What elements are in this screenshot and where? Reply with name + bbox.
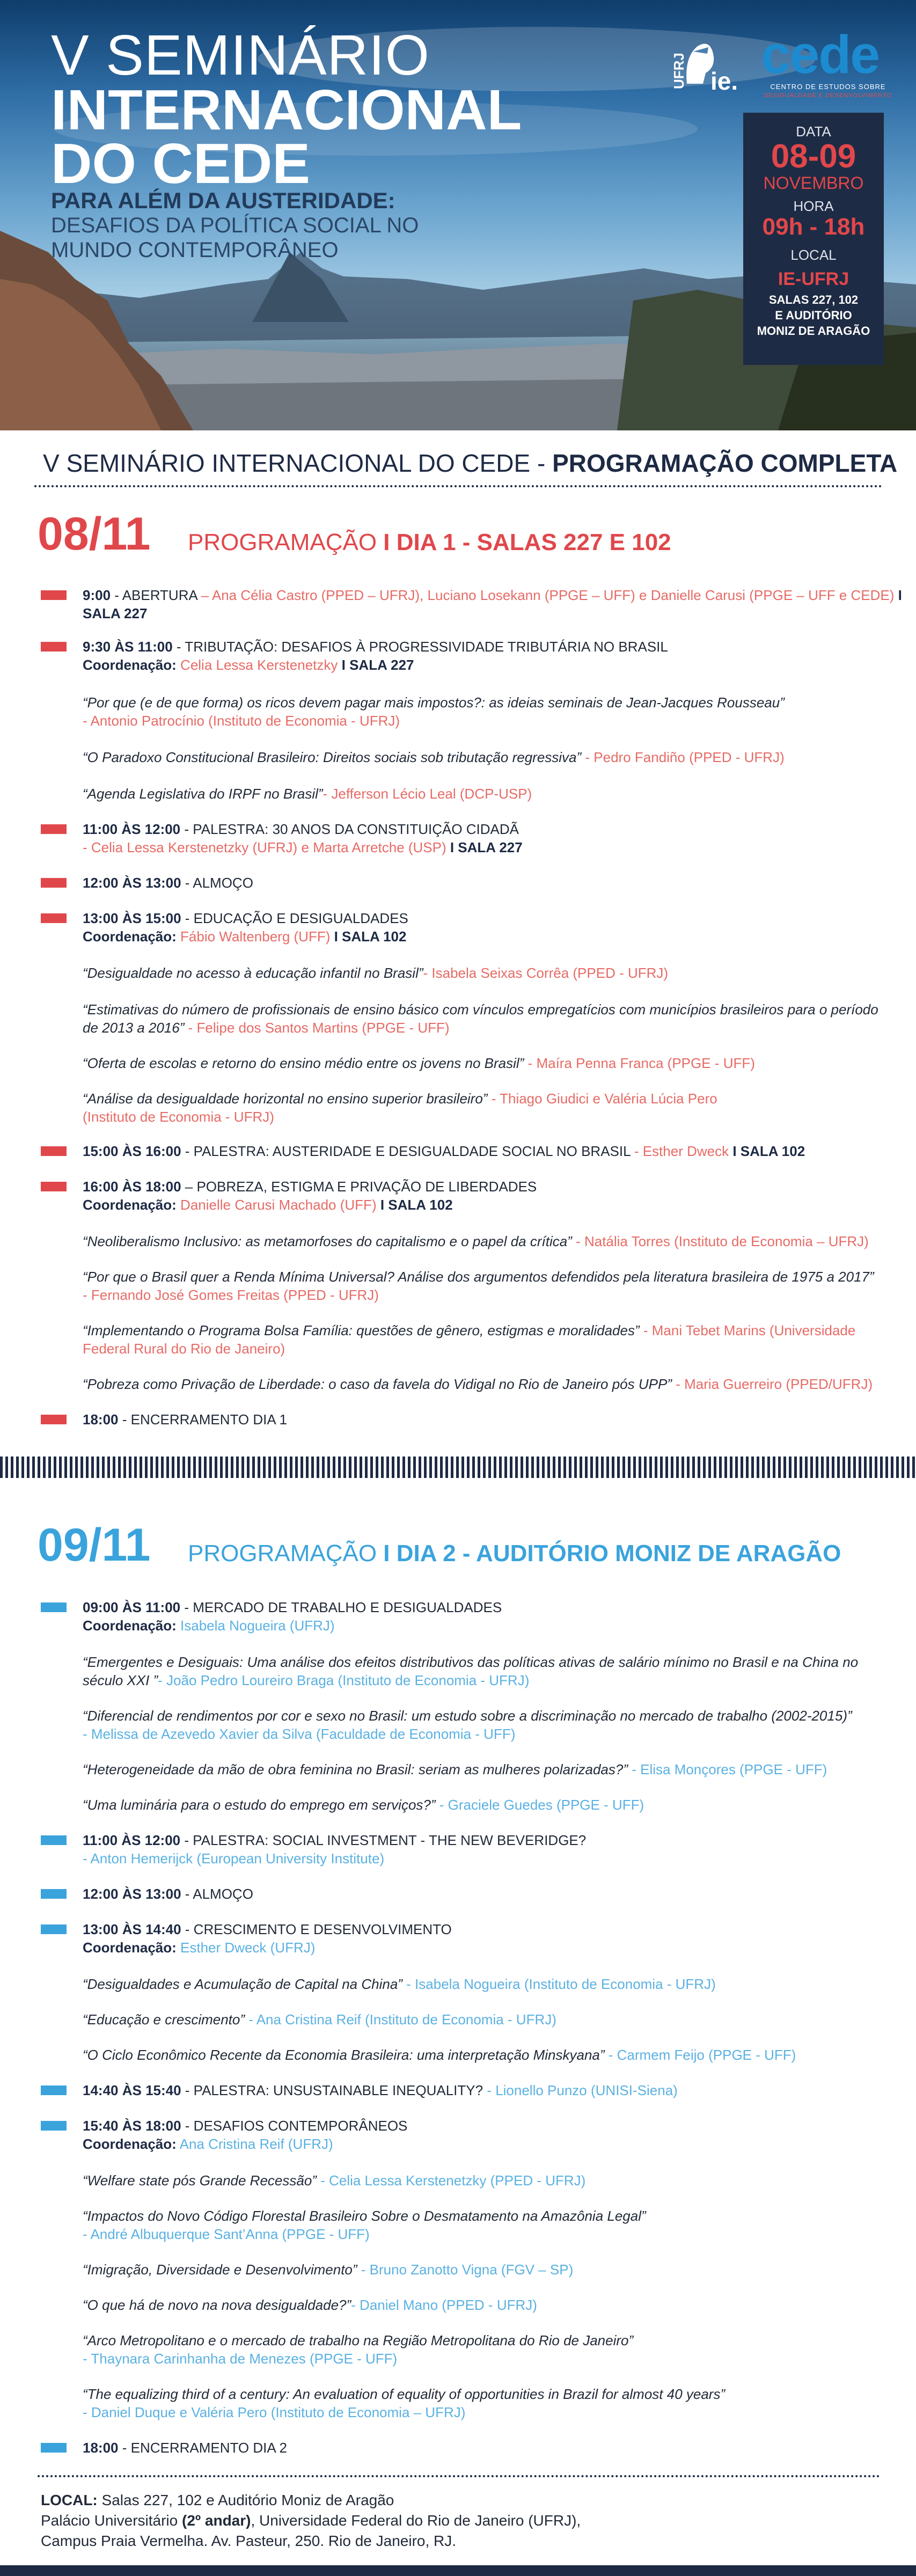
d2-talk: “Heterogeneidade da mão de obra feminina no Brasil: seriam as mulheres polarizadas?” - Elisa Monçores (PPGE - UFF) xyxy=(83,1761,827,1777)
event-info-box xyxy=(743,113,884,365)
d1-talk: “Pobreza como Privação de Liberdade: o caso da favela do Vidigal no Rio de Janeiro pós UPP” - Maria Guerreiro (PPED/UFRJ) xyxy=(83,1376,873,1392)
footer-bar xyxy=(0,2565,916,2576)
d1-session-educacao: 13:00 ÀS 15:00 - EDUCAÇÃO E DESIGUALDADES xyxy=(83,910,408,926)
hero-banner xyxy=(0,0,916,430)
day2-date: 09/11 xyxy=(38,1519,151,1571)
d1-talk: “Por que (e de que forma) os ricos devem pagar mais impostos?: as ideias seminais de Jean-Jacques Rousseau” xyxy=(83,694,785,711)
d1-session-tributacao: 9:30 ÀS 11:00 - TRIBUTAÇÃO: DESAFIOS À PROGRESSIVIDADE TRIBUTÁRIA NO BRASIL xyxy=(83,639,668,655)
d2-talk: “O que há de novo na nova desigualdade?”- Daniel Mano (PPED - UFRJ) xyxy=(83,2297,537,2313)
hero-subtitle-line3: MUNDO CONTEMPORÂNEO xyxy=(51,238,339,262)
d1-session-pobreza: 16:00 ÀS 18:00 – POBREZA, ESTIGMA E PRIVAÇÃO DE LIBERDADES xyxy=(83,1179,537,1195)
d2-talk: “Welfare state pós Grande Recessão” - Celia Lessa Kerstenetzky (PPED - UFRJ) xyxy=(83,2172,586,2189)
d2-talk-author: - Melissa de Azevedo Xavier da Silva (Faculdade de Economia - UFF) xyxy=(83,1726,516,1742)
d1-talk: “Implementando o Programa Bolsa Família: questões de gênero, estigmas e moralidades” - Mani Tebet Marins (Universidade xyxy=(83,1322,856,1338)
event-place: IE-UFRJ xyxy=(778,269,849,289)
d2-lecture-inequality: 14:40 ÀS 15:40 - PALESTRA: UNSUSTAINABLE INEQUALITY? - Lionello Punzo (UNISI-Siena) xyxy=(83,2082,678,2098)
bullet-icon xyxy=(41,1924,67,1934)
d1-talk-author: (Instituto de Economia - UFRJ) xyxy=(83,1109,274,1125)
d1-talk-author: - Fernando José Gomes Freitas (PPED - UFRJ) xyxy=(83,1287,379,1303)
bullet-icon xyxy=(41,642,67,652)
day2-label: PROGRAMAÇÃO I DIA 2 - AUDITÓRIO MONIZ DE ARAGÃO xyxy=(188,1540,841,1567)
d2-mercado-coord: Coordenação: Isabela Nogueira (UFRJ) xyxy=(83,1618,335,1634)
d1-lecture-speakers: - Celia Lessa Kerstenetzky (UFRJ) e Marta Arretche (USP) I SALA 227 xyxy=(83,839,523,855)
footer-address-line3: Campus Praia Vermelha. Av. Pasteur, 250. Rio de Janeiro, RJ. xyxy=(41,2533,457,2549)
d1-talk-cont: de 2013 a 2016” - Felipe dos Santos Martins (PPGE - UFF) xyxy=(83,1020,450,1036)
d2-talk: “Emergentes e Desiguais: Uma análise dos efeitos distributivos das políticas ativas de salário mínimo no Brasil e na China no xyxy=(83,1654,859,1670)
bullet-icon xyxy=(41,1415,67,1424)
cede-logo: cede CENTRO DE ESTUDOS SOBRE DESIGUALDADE E DESENVOLVIMENTO xyxy=(761,25,892,99)
d1-talk-author: Federal Rural do Rio de Janeiro) xyxy=(83,1341,285,1357)
d2-closing: 18:00 - ENCERRAMENTO DIA 2 xyxy=(83,2440,287,2456)
bullet-icon xyxy=(41,590,67,600)
d2-session-crescimento: 13:00 ÀS 14:40 - CRESCIMENTO E DESENVOLVIMENTO xyxy=(83,1921,452,1937)
ufrj-ie-logo: UFRJ ie. xyxy=(671,35,746,94)
event-month: NOVEMBRO xyxy=(763,173,864,193)
dotted-divider xyxy=(34,485,882,487)
day1-date: 08/11 xyxy=(38,508,151,560)
bullet-icon xyxy=(41,2443,67,2453)
bullet-icon xyxy=(41,2085,67,2095)
program-title: V SEMINÁRIO INTERNACIONAL DO CEDE - PROGRAMAÇÃO COMPLETA xyxy=(43,449,898,477)
day1-label: PROGRAMAÇÃO I DIA 1 - SALAS 227 E 102 xyxy=(188,529,671,555)
d1-educacao-coord: Coordenação: Fábio Waltenberg (UFF) I SALA 102 xyxy=(83,928,407,945)
bullet-icon xyxy=(41,1889,67,1899)
d2-talk: “Imigração, Diversidade e Desenvolvimento” - Bruno Zanotto Vigna (FGV – SP) xyxy=(83,2262,574,2278)
dotted-separator xyxy=(0,1457,916,1478)
d2-crescimento-coord: Coordenação: Esther Dweck (UFRJ) xyxy=(83,1940,316,1956)
d2-talk: “Desigualdades e Acumulação de Capital na China” - Isabela Nogueira (Instituto de Economia - UFRJ) xyxy=(83,1976,716,1992)
d1-talk: “O Paradoxo Constitucional Brasileiro: Direitos sociais sob tributação regressiva” - Pedro Fandiño (PPED - UFRJ) xyxy=(83,749,785,765)
d1-talk: “Agenda Legislativa do IRPF no Brasil”- Jefferson Lécio Leal (DCP-USP) xyxy=(83,786,532,802)
d1-opening-room: SALA 227 xyxy=(83,605,148,621)
d2-desafios-coord: Coordenação: Ana Cristina Reif (UFRJ) xyxy=(83,2136,333,2152)
d1-pobreza-coord: Coordenação: Danielle Carusi Machado (UFF) I SALA 102 xyxy=(83,1197,453,1213)
hero-title-line3: DO CEDE xyxy=(51,132,310,195)
d2-session-desafios: 15:40 ÀS 18:00 - DESAFIOS CONTEMPORÂNEOS xyxy=(83,2118,408,2134)
event-address-line2: E AUDITÓRIO xyxy=(775,309,852,322)
d2-talk: “The equalizing third of a century: An evaluation of equality of opportunities in Brazil for almost 40 years” xyxy=(83,2386,726,2402)
event-hours: 09h - 18h xyxy=(762,214,865,240)
d1-opening: 9:00 - ABERTURA – Ana Célia Castro (PPED – UFRJ), Luciano Losekann (PPGE – UFF) e Danielle Carusi (PPGE – UFF e CEDE) I xyxy=(83,587,902,603)
hero-title-line2: INTERNACIONAL xyxy=(51,78,522,142)
bullet-icon xyxy=(41,878,67,888)
event-dates: 08-09 xyxy=(771,138,856,175)
dotted-divider xyxy=(38,2475,880,2477)
bullet-icon xyxy=(41,1182,67,1191)
d2-lecture-speaker: - Anton Hemerijck (European University Institute) xyxy=(83,1850,385,1867)
d1-lunch: 12:00 ÀS 13:00 - ALMOÇO xyxy=(83,875,253,891)
d1-closing: 18:00 - ENCERRAMENTO DIA 1 xyxy=(83,1411,287,1428)
d2-session-mercado: 09:00 ÀS 11:00 - MERCADO DE TRABALHO E DESIGUALDADES xyxy=(83,1599,502,1615)
d2-talk: “Educação e crescimento” - Ana Cristina Reif (Instituto de Economia - UFRJ) xyxy=(83,2011,556,2028)
d1-talk: “Análise da desigualdade horizontal no ensino superior brasileiro” - Thiago Giudici e Valéria Lúcia Pero xyxy=(83,1091,717,1107)
d2-talk-author: - André Albuquerque Sant’Anna (PPGE - UFF) xyxy=(83,2226,370,2242)
bullet-icon xyxy=(41,913,67,923)
hero-subtitle: PARA ALÉM DA AUSTERIDADE: xyxy=(51,188,395,213)
local-label: LOCAL xyxy=(790,247,837,263)
hero-title-line1: V SEMINÁRIO xyxy=(51,24,430,87)
footer-address-line2: Palácio Universitário (2º andar), Universidade Federal do Rio de Janeiro (UFRJ), xyxy=(41,2512,581,2529)
d1-talk: “Neoliberalismo Inclusivo: as metamorfoses do capitalismo e o papel da crítica” - Natália Torres (Instituto de Economia – UFRJ) xyxy=(83,1233,869,1249)
bullet-icon xyxy=(41,2121,67,2131)
d1-talk-author: - Antonio Patrocínio (Instituto de Economia - UFRJ) xyxy=(83,713,400,729)
d1-lecture-constituicao: 11:00 ÀS 12:00 - PALESTRA: 30 ANOS DA CONSTITUIÇÃO CIDADÃ xyxy=(83,821,519,837)
d2-talk: “Uma luminária para o estudo do emprego em serviços?” - Graciele Guedes (PPGE - UFF) xyxy=(83,1797,644,1813)
d2-talk: “Diferencial de rendimentos por cor e sexo no Brasil: um estudo sobre a discriminação no mercado de trabalho (2002-2015)” xyxy=(83,1708,852,1724)
d1-talk: “Por que o Brasil quer a Renda Mínima Universal? Análise dos argumentos defendidos pela literatura brasileira de 1975 a 2017” xyxy=(83,1269,874,1285)
bullet-icon xyxy=(41,824,67,834)
d2-talk-author: - Daniel Duque e Valéria Pero (Instituto de Economia – UFRJ) xyxy=(83,2404,466,2420)
d2-talk: “Impactos do Novo Código Florestal Brasileiro Sobre o Desmatamento na Amazônia Legal” xyxy=(83,2208,646,2224)
footer-location: LOCAL: Salas 227, 102 e Auditório Moniz de Aragão xyxy=(41,2492,394,2508)
bullet-icon xyxy=(41,1602,67,1612)
d1-tributacao-coord: Coordenação: Celia Lessa Kerstenetzky I SALA 227 xyxy=(83,657,414,673)
d1-lecture-austeridade: 15:00 ÀS 16:00 - PALESTRA: AUSTERIDADE E DESIGUALDADE SOCIAL NO BRASIL - Esther Dweck I SALA 102 xyxy=(83,1143,805,1159)
d1-talk: “Estimativas do número de profissionais de ensino básico com vínculos empregatícios com municípios brasileiros para o período xyxy=(83,1001,878,1018)
d2-lunch: 12:00 ÀS 13:00 - ALMOÇO xyxy=(83,1886,253,1902)
d2-lecture-social-investment: 11:00 ÀS 12:00 - PALESTRA: SOCIAL INVESTMENT - THE NEW BEVERIDGE? xyxy=(83,1832,587,1848)
event-address-line1: SALAS 227, 102 xyxy=(768,293,859,306)
d2-talk-cont: século XXI ”- João Pedro Loureiro Braga (Instituto de Economia - UFRJ) xyxy=(83,1672,530,1688)
d2-talk: “O Ciclo Econômico Recente da Economia Brasileira: uma interpretação Minskyana” - Carmem Feijo (PPGE - UFF) xyxy=(83,2047,796,2063)
bullet-icon xyxy=(41,1146,67,1156)
hero-subtitle-line2: DESAFIOS DA POLÍTICA SOCIAL NO xyxy=(51,214,419,237)
d1-talk: “Oferta de escolas e retorno do ensino médio entre os jovens no Brasil” - Maíra Penna Franca (PPGE - UFF) xyxy=(83,1055,755,1071)
event-address-line3: MONIZ DE ARAGÃO xyxy=(757,324,870,338)
d2-talk: “Arco Metropolitano e o mercado de trabalho na Região Metropolitana do Rio de Janeiro” xyxy=(83,2332,634,2348)
bullet-icon xyxy=(41,1835,67,1845)
hour-label: HORA xyxy=(793,198,834,214)
d1-talk: “Desigualdade no acesso à educação infantil no Brasil”- Isabela Seixas Corrêa (PPED - UFRJ) xyxy=(83,965,669,981)
date-label: DATA xyxy=(796,123,831,140)
d2-talk-author: - Thaynara Carinhanha de Menezes (PPGE - UFF) xyxy=(83,2351,398,2367)
